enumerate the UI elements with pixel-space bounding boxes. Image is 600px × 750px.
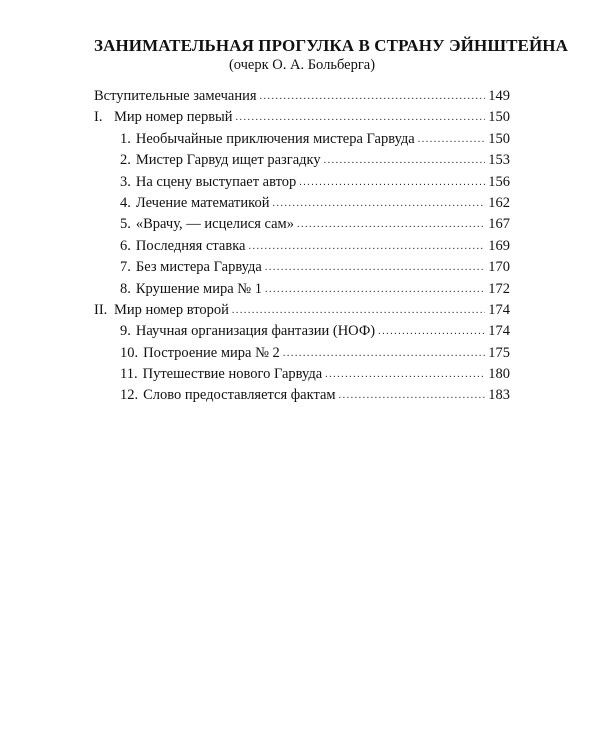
toc-entry-page: 167 — [488, 216, 510, 233]
toc-entry-page: 162 — [488, 194, 510, 211]
toc-entry-page: 150 — [488, 109, 510, 126]
toc-chapter-3[interactable] — [94, 172, 510, 193]
toc-entry-number: II. — [94, 301, 108, 318]
toc-entry-number: 9. — [120, 323, 131, 340]
toc-entry-page: 183 — [488, 387, 510, 404]
toc-chapter-7[interactable] — [94, 257, 510, 278]
dot-leader — [339, 386, 486, 406]
toc-entry-label: Мир номер второй — [114, 301, 229, 318]
toc-entry-page: 149 — [488, 88, 510, 104]
toc-chapter-10[interactable] — [94, 343, 510, 364]
toc-entry-label: Научная организация фантазии (НОФ) — [135, 323, 376, 340]
toc-entry-label: Путешествие нового Гарвуда — [142, 366, 323, 383]
toc-entry-label: Построение мира № 2 — [143, 344, 280, 361]
toc-entry-label: Мир номер первый — [114, 109, 233, 126]
page-title: ЗАНИМАТЕЛЬНАЯ ПРОГУЛКА В СТРАНУ ЭЙНШТЕЙНА — [94, 36, 568, 55]
dot-leader — [324, 151, 486, 171]
toc-chapter-6[interactable] — [94, 236, 510, 257]
dot-leader — [283, 344, 485, 364]
toc-chapter-4[interactable] — [94, 193, 510, 214]
toc-entry-label: На сцену выступает автор — [135, 173, 297, 190]
toc-entry-number: 12. — [120, 387, 139, 404]
dot-leader — [232, 301, 485, 321]
toc-entry-label: Последняя ставка — [135, 237, 246, 254]
toc-entry-page: 175 — [488, 344, 510, 361]
dot-leader — [265, 280, 485, 300]
toc-entry-number: 6. — [120, 237, 131, 254]
dot-leader — [236, 108, 486, 128]
toc-entry-label: «Врачу, — исцелися сам» — [135, 216, 294, 233]
toc-entry-introduction[interactable] — [94, 86, 510, 107]
toc-entry-number: 5. — [120, 216, 131, 233]
table-of-contents — [94, 86, 510, 407]
toc-entry-number: 1. — [120, 130, 131, 147]
toc-entry-number: 8. — [120, 280, 131, 297]
toc-entry-page: 169 — [488, 237, 510, 254]
toc-entry-page: 180 — [488, 366, 510, 383]
toc-entry-label: Крушение мира № 1 — [135, 280, 262, 297]
toc-entry-page: 174 — [488, 301, 510, 318]
toc-entry-label: Слово предоставляется фактам — [143, 387, 336, 404]
toc-entry-label: Лечение математикой — [135, 194, 270, 211]
toc-chapter-9[interactable] — [94, 321, 510, 342]
toc-entry-number: 2. — [120, 152, 131, 169]
toc-entry-page: 153 — [488, 152, 510, 169]
toc-entry-number: 4. — [120, 194, 131, 211]
dot-leader — [265, 258, 485, 278]
toc-entry-page: 170 — [488, 259, 510, 276]
toc-page — [94, 36, 568, 407]
dot-leader — [272, 194, 485, 214]
toc-chapter-2[interactable] — [94, 150, 510, 171]
toc-entry-number: 11. — [120, 366, 138, 383]
toc-part-2[interactable] — [94, 300, 510, 321]
toc-chapter-8[interactable] — [94, 279, 510, 300]
toc-entry-number: 3. — [120, 173, 131, 190]
toc-chapter-11[interactable] — [94, 364, 510, 385]
toc-entry-label: Вступительные замечания — [94, 88, 257, 104]
toc-chapter-5[interactable] — [94, 214, 510, 235]
dot-leader — [248, 237, 485, 257]
dot-leader — [418, 130, 486, 150]
toc-entry-page: 156 — [488, 173, 510, 190]
toc-entry-page: 150 — [488, 130, 510, 147]
toc-entry-number: I. — [94, 109, 103, 126]
toc-chapter-1[interactable] — [94, 129, 510, 150]
dot-leader — [299, 173, 485, 193]
toc-entry-number: 10. — [120, 344, 139, 361]
toc-entry-page: 174 — [488, 323, 510, 340]
toc-chapter-12[interactable] — [94, 385, 510, 406]
dot-leader — [260, 87, 486, 107]
page-subtitle: (очерк О. А. Больберга) — [228, 57, 376, 73]
toc-part-1[interactable] — [94, 107, 510, 128]
toc-entry-page: 172 — [488, 280, 510, 297]
dot-leader — [297, 215, 485, 235]
dot-leader — [378, 322, 485, 342]
toc-entry-label: Мистер Гарвуд ищет разгадку — [135, 152, 321, 169]
toc-entry-number: 7. — [120, 259, 131, 276]
toc-entry-label: Необычайные приключения мистера Гарвуда — [135, 130, 415, 147]
dot-leader — [325, 365, 485, 385]
toc-entry-label: Без мистера Гарвуда — [135, 259, 262, 276]
